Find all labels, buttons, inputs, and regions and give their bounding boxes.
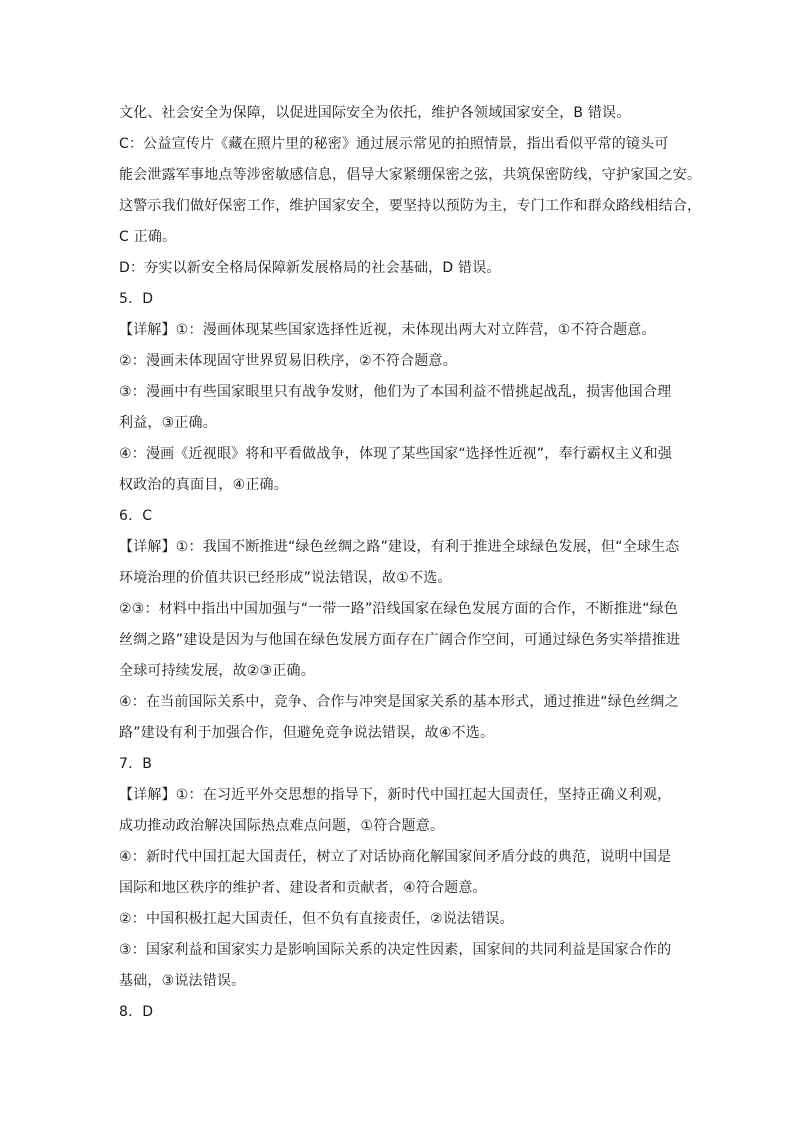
text-line: 环境治理的价值共识已经形成”说法错误，故①不选。 <box>119 570 452 586</box>
text-line: ④：新时代中国扛起大国责任，树立了对话协商化解国家间矛盾分歧的典范，说明中国是 <box>119 849 672 865</box>
text-line: 路”建设有利于加强合作，但避免竞争说法错误，故④不选。 <box>119 725 495 741</box>
text-line: 文化、社会安全为保障，以促进国际安全为依托，维护各领域国家安全，B 错误。 <box>119 105 631 121</box>
text-line: ③：漫画中有些国家眼里只有战争发财，他们为了本国利益不惜挑起战乱，损害他国合理 <box>119 384 672 400</box>
text-line: 基础，③说法错误。 <box>119 973 246 989</box>
text-line: 丝绸之路”建设是因为与他国在绿色发展方面存在广阔合作空间，可通过绿色务实举措推进 <box>119 632 681 648</box>
text-line: 能会泄露军事地点等涉密敏感信息，倡导大家紧绷保密之弦，共筑保密防线，守护家国之安。 <box>119 167 702 183</box>
text-line: 成功推动政治解决国际热点难点问题，①符合题意。 <box>119 818 445 834</box>
question-number: 5．D <box>119 291 154 307</box>
text-line: 全球可持续发展，故②③正确。 <box>119 663 315 679</box>
text-line: 国际和地区秩序的维护者、建设者和贡献者，④符合题意。 <box>119 880 487 896</box>
text-line: 利益，③正确。 <box>119 415 217 431</box>
question-number: 6．C <box>119 508 153 524</box>
question-number: 8．D <box>119 1004 154 1020</box>
text-line: ③：国家利益和国家实力是影响国际关系的决定性因素，国家间的共同利益是国家合作的 <box>119 942 672 958</box>
text-line: 【详解】①：我国不断推进“绿色丝绸之路”建设，有利于推进全球绿色发展，但“全球生态 <box>119 539 680 555</box>
text-line: ②③：材料中指出中国加强与“一带一路”沿线国家在绿色发展方面的合作，不断推进“绿色 <box>119 601 679 617</box>
text-line: 这警示我们做好保密工作，维护国家安全，要坚持以预防为主，专门工作和群众路线相结合， <box>119 198 702 214</box>
text-line: C 正确。 <box>119 229 177 245</box>
text-line: C：公益宣传片《藏在照片里的秘密》通过展示常见的拍照情景，指出看似平常的镜头可 <box>119 136 669 152</box>
text-line: ②：漫画未体现固守世界贸易旧秩序，②不符合题意。 <box>119 353 457 369</box>
text-line: ④：在当前国际关系中，竞争、合作与冲突是国家关系的基本形式，通过推进“绿色丝绸之 <box>119 694 679 710</box>
text-line: 【详解】①：漫画体现某些国家选择性近视，未体现出两大对立阵营，①不符合题意。 <box>119 322 656 338</box>
text-line: 权政治的真面目，④正确。 <box>119 477 288 493</box>
text-line: ②：中国积极扛起大国责任，但不负有直接责任，②说法错误。 <box>119 911 514 927</box>
text-line: 【详解】①：在习近平外交思想的指导下，新时代中国扛起大国责任，坚持正确义利观， <box>119 787 672 803</box>
text-line: ④：漫画《近视眼》将和平看做战争，体现了某些国家“选择性近视”，奉行霸权主义和强 <box>119 446 673 462</box>
question-number: 7．B <box>119 756 153 772</box>
text-line: D：夯实以新安全格局保障新发展格局的社会基础，D 错误。 <box>119 260 501 276</box>
